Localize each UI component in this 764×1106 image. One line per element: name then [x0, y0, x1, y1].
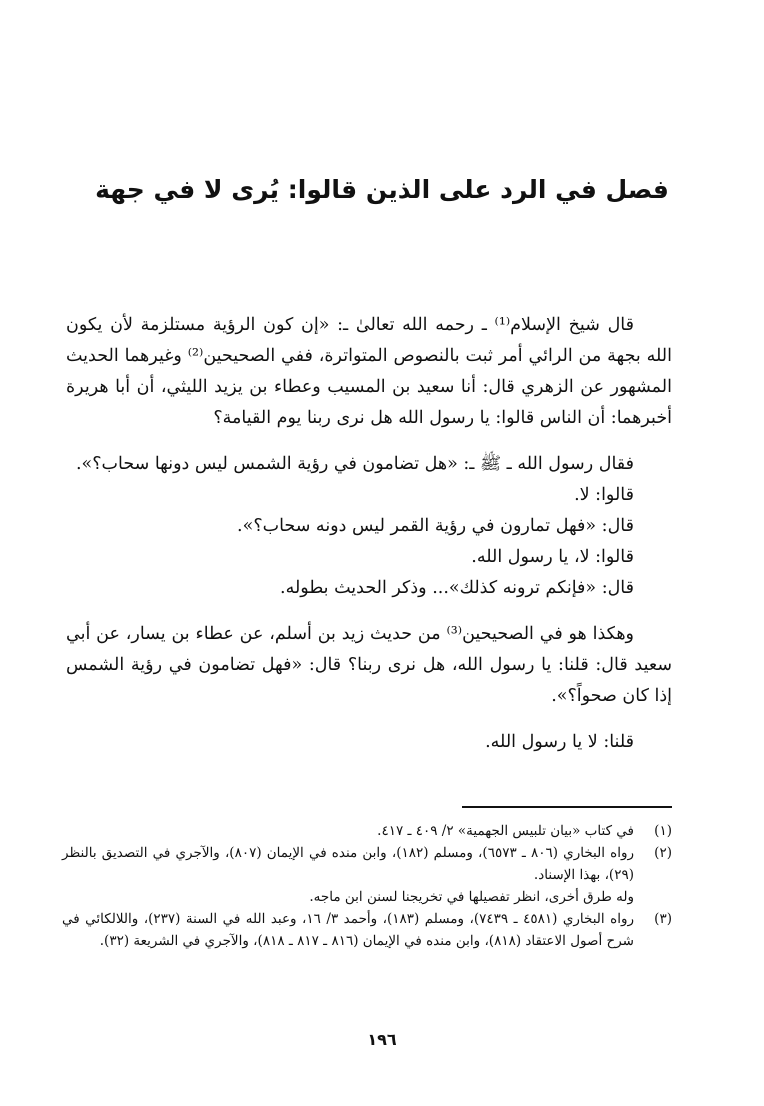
footnotes — [62, 820, 672, 952]
footnote-number: (٣) — [654, 911, 672, 927]
footnote-text: رواه البخاري (٨٠٦ ـ ٦٥٧٣)، ومسلم (١٨٢)، وابن منده في الإيمان (٨٠٧)، والآجري في التصديق بالنظر (٢٩)، بهذا الإسناد. — [62, 845, 634, 883]
footnote-number: (١) — [654, 823, 672, 839]
page-number: ١٩٦ — [367, 1030, 397, 1049]
paragraph-hadith: فقال رسول الله ـ ﷺ ـ: «هل تضامون في رؤية الشمس ليس دونها سحاب؟». — [75, 454, 634, 474]
dialog-line-4: قال: «فإنكم ترونه كذلك»... وذكر الحديث بطوله. — [280, 578, 634, 598]
footnote-2 — [62, 842, 672, 886]
paragraph-intro: قال شيخ الإسلام⁽¹⁾ ـ رحمه الله تعالىٰ ـ: «إن كون الرؤية مستلزمة لأن يكون الله بجهة من الرائي أمر ثبت بالنصوص المتواترة، ففي الصحيحين⁽²⁾ وغيرهما الحديث المشهور عن الزهري قال: أنا سعيد بن المسيب وعطاء بن يزيد الليثي، أن أبا هريرة أخبرهما: أن الناس قالوا: يا رسول الله هل نرى ربنا يوم القيامة؟ — [66, 315, 672, 428]
footnote-text: رواه البخاري (٤٥٨١ ـ ٧٤٣٩)، ومسلم (١٨٣)، وأحمد ٣/ ١٦، وعبد الله في السنة (٢٣٧)، واللالكائي في شرح أصول الاعتقاد (٨١٨)، وابن منده في الإيمان (٨١٦ ـ ٨١٧ ـ ٨١٨)، والآجري في الشريعة (٣٢). — [62, 911, 635, 949]
dialog-line-2: قال: «فهل تمارون في رؤية القمر ليس دونه سحاب؟». — [237, 516, 634, 536]
footnote-number: (٢) — [654, 845, 672, 861]
footnote-3 — [62, 908, 672, 952]
paragraph-second-hadith: وهكذا هو في الصحيحين⁽³⁾ من حديث زيد بن أسلم، عن عطاء بن يسار، عن أبي سعيد قال: قلنا: يا رسول الله، هل نرى ربنا؟ قال: «فهل تضامون في رؤية الشمس إذا كان صحواً؟». — [66, 624, 672, 706]
dialog-line-3: قالوا: لا، يا رسول الله. — [471, 547, 634, 567]
main-text — [66, 310, 672, 758]
footnote-2-continuation: وله طرق أخرى، انظر تفصيلها في تخريجنا لسنن ابن ماجه. — [309, 889, 634, 905]
dialog-line-1: قالوا: لا. — [574, 485, 634, 505]
footnote-separator — [462, 806, 672, 808]
footnote-1 — [62, 820, 672, 842]
footnote-text: في كتاب «بيان تلبيس الجهمية» ٢/ ٤٠٩ ـ ٤١٧. — [377, 823, 634, 839]
chapter-title: فصل في الرد على الذين قالوا: يُرى لا في جهة — [95, 175, 669, 204]
dialog-line-5: قلنا: لا يا رسول الله. — [485, 732, 634, 752]
